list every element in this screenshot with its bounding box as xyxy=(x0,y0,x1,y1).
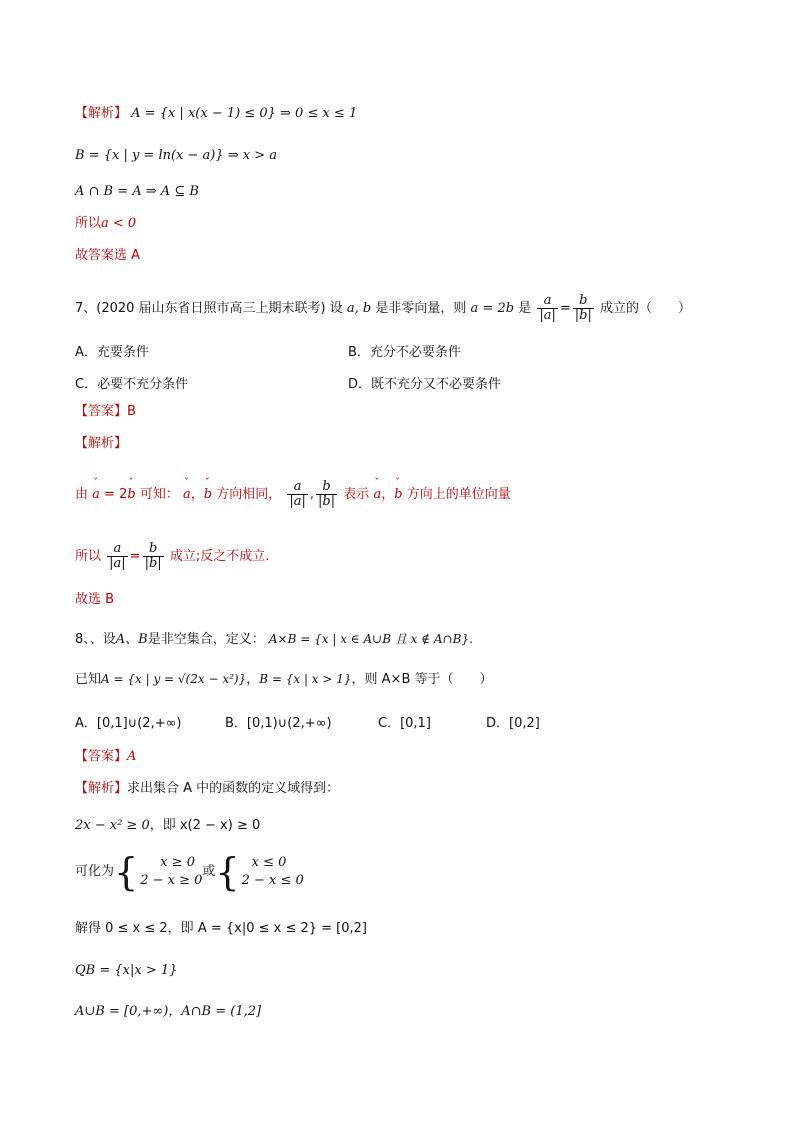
given-prefix: 已知 xyxy=(75,672,102,687)
q8-analysis xyxy=(75,780,339,798)
exp1-text-e: 方向上的单位向量 xyxy=(406,487,511,502)
given-set-b: B = {x | x > 1} xyxy=(259,672,352,686)
q8-step1 xyxy=(75,817,260,835)
vec-a: ˇ a xyxy=(373,486,381,504)
p6-analysis-line xyxy=(75,105,357,123)
q7-condition: a = 2b xyxy=(470,301,515,316)
q8-step4: QB = {x|x > 1} xyxy=(75,963,178,978)
left-brace: { xyxy=(215,850,240,894)
unit-a-fraction: $\frac{a}{|a|}$ xyxy=(289,479,306,509)
vec-b: ˇ b xyxy=(204,486,212,504)
given-set-a: A = {x | y = √(2x − x²)} xyxy=(101,672,247,686)
sys2-row1: x ≤ 0 xyxy=(251,855,287,870)
q8-stem xyxy=(75,630,473,649)
q8-option-d: D．[0,2] xyxy=(486,716,540,731)
q8-answer xyxy=(75,748,136,766)
vec-a: ˇ a xyxy=(92,486,100,504)
unit-a-fraction: $\frac{a}{|a|}$ xyxy=(539,293,556,323)
set-b-definition: B = {x | y = ln(x − a)} ⇒ x > a xyxy=(75,148,278,163)
vec-a: ˇ a xyxy=(183,486,191,504)
q7-conclusion: 故选 B xyxy=(75,592,115,607)
given-sep: ， xyxy=(246,672,260,687)
q7-option-a: A．充要条件 xyxy=(75,345,149,360)
vec-b: ˇ b xyxy=(394,486,402,504)
unit-b-fraction: $\frac{b}{|b|}$ xyxy=(574,293,592,323)
step2-or: 或 xyxy=(202,864,216,879)
q7-answer: 【答案】B xyxy=(75,404,136,419)
q8-step5: A∪B = [0,+∞)，A∩B = (1,2] xyxy=(75,1004,262,1019)
q8-definition: A×B = {x | x ∈ A∪B 且 x ∉ A∩B}. xyxy=(268,632,473,646)
unit-a-fraction: $\frac{a}{|a|}$ xyxy=(109,541,126,571)
q8-step3: 解得 0 ≤ x ≤ 2，即 A = {x|0 ≤ x ≤ 2} = [0,2] xyxy=(75,921,368,936)
system-2 xyxy=(242,854,304,890)
so-prefix: 所以 xyxy=(75,216,102,231)
q8-given xyxy=(75,670,493,689)
exp2-text-a: 所以 xyxy=(75,549,102,564)
set-a-definition: A = {x | x(x − 1) ≤ 0} ⇒ 0 ≤ x ≤ 1 xyxy=(131,106,358,121)
exp2-text-b: 成立;反之不成立. xyxy=(169,549,270,564)
q7-option-c: C．必要不充分条件 xyxy=(75,377,189,392)
step2-prefix: 可化为 xyxy=(75,864,115,879)
q8-step2 xyxy=(75,850,304,894)
exp1-text-d: 表示 xyxy=(343,487,370,502)
q8-sets: A、B xyxy=(115,632,148,647)
q7-option-d: D．既不充分又不必要条件 xyxy=(348,377,502,392)
q7-prefix: 7、(2020 届山东省日照市高三上期末联考) 设 xyxy=(75,301,343,316)
analysis-label: 【解析】 xyxy=(75,781,128,796)
q7-mid: 是非零向量，则 xyxy=(375,301,467,316)
unit-b-fraction: $\frac{b}{|b|}$ xyxy=(318,479,336,509)
exp1-text-a: 由 xyxy=(75,487,89,502)
exp1-text-b: 可知： xyxy=(139,487,179,502)
vec-b: ˇ b xyxy=(127,486,135,504)
sys1-row1: x ≥ 0 xyxy=(160,855,195,870)
analysis-text: 求出集合 A 中的函数的定义域得到： xyxy=(127,781,340,796)
sys1-row2: 2 − x ≥ 0 xyxy=(140,873,203,888)
q7-tail: 成立的（ ） xyxy=(600,301,692,316)
q7-explanation-1: 由 ˇ a = 2ˇ b 可知： ˇ a，ˇ b 方向相同， $\frac{a}{|a|}$ , $\frac{b}{|b|}$ 表示 ˇ a，ˇ b 方向上的单位向量 xyxy=(75,480,511,509)
q7-option-b: B．充分不必要条件 xyxy=(348,345,461,360)
q7-is: 是 xyxy=(518,301,532,316)
q8-mid: 是非空集合，定义： xyxy=(147,632,265,647)
q8-option-a: A．[0,1]∪(2,+∞) xyxy=(75,716,182,731)
system-1 xyxy=(140,854,202,890)
q8-prefix: 8、、设 xyxy=(75,632,116,647)
step1-inequality: 2x − x² ≥ 0 xyxy=(75,818,150,833)
answer-value: A xyxy=(127,749,137,764)
answer-label: 【答案】 xyxy=(75,749,128,764)
analysis-tag: 【解析】 xyxy=(75,106,128,121)
unit-b-fraction: $\frac{b}{|b|}$ xyxy=(144,541,162,571)
step1-text: ，即 x(2 − x) ≥ 0 xyxy=(149,818,261,833)
q7-stem: 7、(2020 届山东省日照市高三上期末联考) 设 a, b 是非零向量，则 a = 2b 是 $\frac{a}{|a|}$ = $\frac{b}{|b|}$ 成立的（ ） xyxy=(75,293,692,323)
given-tail: ，则 A×B 等于（ ） xyxy=(351,672,493,687)
q7-explanation-2: 所以 $\frac{a}{|a|}$ = $\frac{b}{|b|}$ 成立;反之不成立. xyxy=(75,541,270,571)
a-less-zero: a < 0 xyxy=(101,216,137,231)
sys2-row2: 2 − x ≤ 0 xyxy=(241,873,304,888)
p6-conclusion: 故答案选 A xyxy=(75,248,141,263)
q8-option-c: C．[0,1] xyxy=(378,716,431,731)
exp1-text-c: 方向相同， xyxy=(216,487,282,502)
left-brace: { xyxy=(114,850,139,894)
q7-vectors: a, b xyxy=(346,301,372,316)
intersection-relation: A ∩ B = A ⇒ A ⊆ B xyxy=(75,184,199,199)
q8-option-b: B．[0,1)∪(2,+∞) xyxy=(225,716,332,731)
q7-analysis-label: 【解析】 xyxy=(75,436,128,451)
p6-so-line xyxy=(75,215,136,233)
